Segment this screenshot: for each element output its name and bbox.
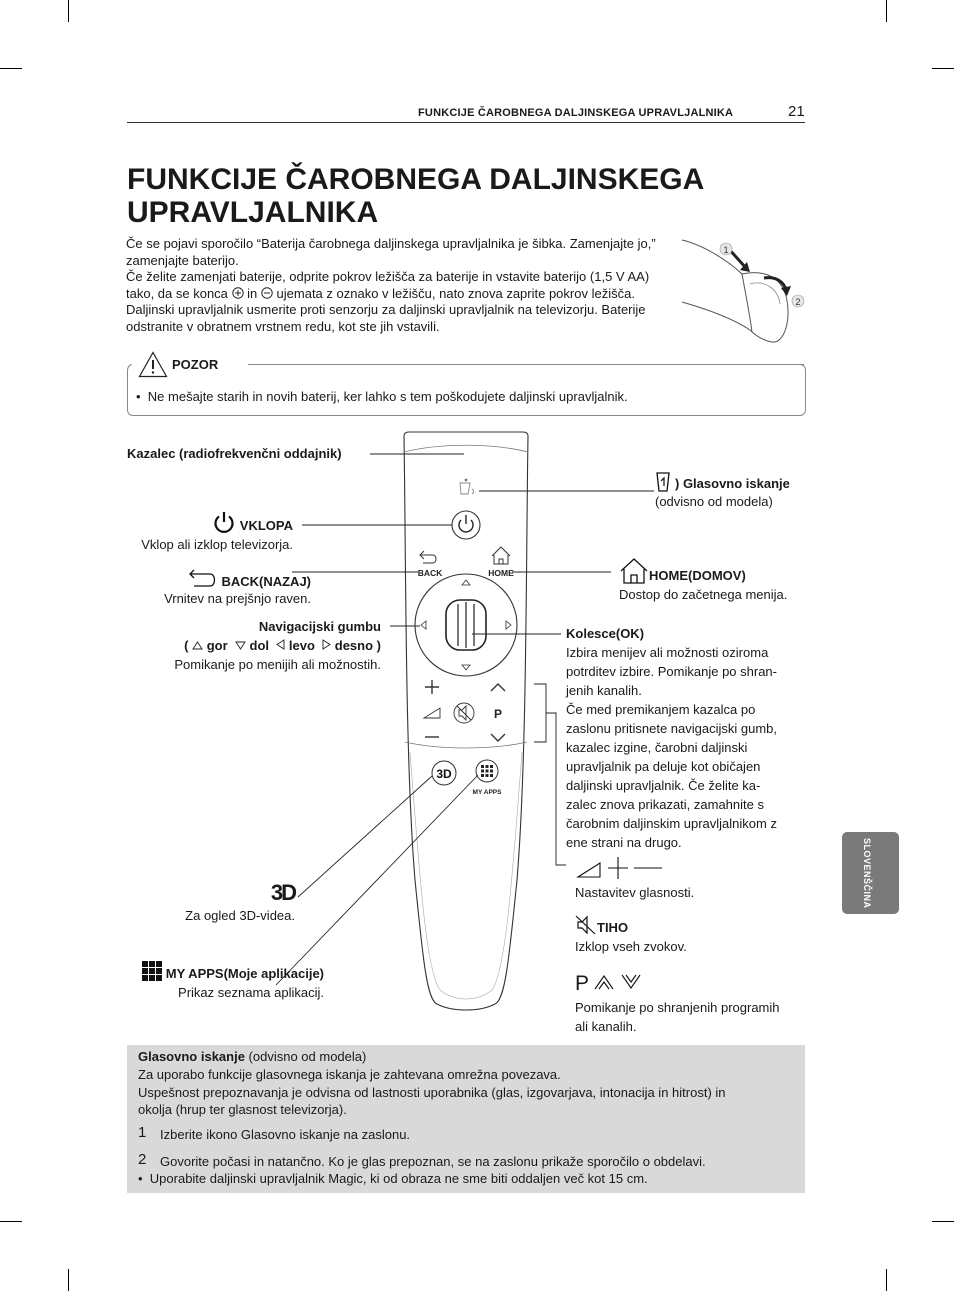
power-icon — [212, 510, 236, 534]
mute-title: TIHO — [597, 920, 629, 935]
voice-box-step1-number: 1 — [138, 1124, 147, 1141]
voice-box-title — [138, 1048, 366, 1066]
page-number: 21 — [788, 103, 805, 120]
intro-p2-a: Če želite zamenjati baterije, odprite pokrov ležišča za baterije in vstavite baterijo (1,5 V AA) tako, da se konca — [126, 269, 650, 301]
program-subtitle-1: Pomikanje po shranjenih programih — [575, 1000, 780, 1015]
voice-box-step1: Izberite ikono Glasovno iskanje na zaslonu. — [160, 1127, 411, 1142]
wheel-line-3: Če med premikanjem kazalca po — [566, 702, 756, 717]
my-apps-label — [100, 961, 324, 1002]
nav-directions — [110, 636, 381, 655]
voice-box-title-rest: (odvisno od modela) — [244, 1049, 367, 1064]
nav-left-icon — [276, 639, 285, 650]
voice-search-label — [655, 470, 815, 511]
voice-search-info-box — [127, 1045, 805, 1193]
nav-title-text: Navigacijski gumbu — [258, 619, 381, 634]
my-apps-title-row — [100, 961, 324, 983]
nav-up-label: gor — [206, 638, 228, 653]
nav-left-label: levo — [288, 638, 315, 653]
volume-wedge-icon — [578, 863, 600, 877]
wheel-line-6: upravljalnik pa deluje kot običajen — [566, 759, 761, 774]
wheel-line-5: kazalec izgine, čarobni daljinski — [566, 740, 748, 755]
wheel-line-9: čarobnim daljinskim upravljalnikom z — [566, 816, 777, 831]
pointer-label — [127, 444, 342, 463]
program-down-icon — [620, 972, 642, 992]
back-button-label[interactable]: BACK — [417, 568, 443, 578]
header-section-title: FUNKCIJE ČAROBNEGA DALJINSKEGA UPRAVLJALNIKA — [418, 107, 734, 119]
nav-label — [110, 617, 381, 674]
my-apps-button-label: MY APPS — [472, 789, 502, 796]
program-icons — [575, 972, 815, 998]
power-title: VKLOPA — [239, 518, 293, 533]
home-icon — [619, 557, 649, 585]
wheel-line-10: ene strani na drugo. — [566, 835, 682, 850]
back-title-row — [110, 567, 311, 591]
battery-step-2: 2 — [795, 297, 801, 307]
caution-text: Ne mešajte starih in novih baterij, ker lahko s tem poškodujete daljinski upravljalnik. — [147, 389, 628, 404]
program-subtitle-2: ali kanalih. — [575, 1019, 637, 1034]
wheel-line-1: potrditev izbire. Pomikanje po shran- — [566, 664, 777, 679]
wheel-line-2: jenih kanalih. — [566, 683, 642, 698]
mute-label — [575, 915, 775, 956]
wheel-line-7: daljinski upravljalnik. Če želite ka- — [566, 778, 761, 793]
nav-title — [110, 617, 381, 636]
volume-subtitle: Nastavitev glasnosti. — [575, 885, 695, 900]
volume-plus-icon — [608, 857, 628, 879]
nav-down-label: dol — [249, 638, 270, 653]
mute-icon — [575, 915, 597, 935]
caution-item: • Ne mešajte starih in novih baterij, ker lahko s tem poškodujete daljinski upravljalnik. — [136, 389, 628, 404]
my-apps-grid-icon — [481, 765, 493, 777]
power-label — [110, 510, 293, 554]
nav-up-icon — [192, 641, 203, 650]
nav-right-label: desno ) — [334, 638, 381, 653]
nav-right-icon — [322, 639, 331, 650]
intro-p2-c: ujemata z oznako v ležišču, nato znova zaprite pokrov ležišča. Daljinski upravljalnik usmerite proti senzorju za daljinski upravljalnik na televizorju. Baterije odstranite v obratnem vrstnem redu, kot ste jih vstavili. — [126, 285, 646, 334]
power-title-row — [110, 510, 293, 535]
wheel-line-4: zaslonu pritisnete navigacijski gumb, — [566, 721, 777, 736]
mute-subtitle: Izklop vseh zvokov. — [575, 939, 687, 954]
my-apps-icon — [142, 961, 162, 981]
voice-box-line2: Uspešnost prepoznavanja je odvisna od lastnosti uporabnika (glas, izgovarjava, intonacija in hitrost) in — [138, 1085, 726, 1100]
battery-step-1: 1 — [723, 245, 729, 255]
voice-box-title-bold: Glasovno iskanje — [138, 1049, 245, 1064]
page-title-line2: UPRAVLJALNIKA — [127, 196, 379, 229]
language-tab — [842, 832, 899, 914]
program-p-icon: P — [575, 972, 590, 995]
voice-search-subtitle: (odvisno od modela) — [655, 494, 773, 509]
voice-box-step2: Govorite počasi in natančno. Ko je glas prepoznan, se na zaslonu prikaže sporočilo o obdelavi. — [160, 1154, 706, 1169]
home-subtitle: Dostop do začetnega menija. — [619, 587, 788, 602]
wheel-line-8: zalec znova prikazati, zamahnite s — [566, 797, 764, 812]
volume-group-bracket — [534, 684, 546, 742]
program-label: P — [493, 707, 503, 721]
my-apps-subtitle: Prikaz seznama aplikacij. — [178, 985, 324, 1000]
3d-label — [110, 880, 295, 925]
3d-button-icon: 3D — [436, 767, 452, 781]
caution-title: POZOR — [172, 357, 219, 372]
nav-subtitle: Pomikanje po menijih ali možnostih. — [174, 657, 381, 672]
leader-volume-group — [546, 713, 566, 865]
mute-title-row — [575, 915, 775, 937]
voice-box-line1: Za uporabo funkcije glasovnega iskanja je zahtevana omrežna povezava. — [138, 1067, 561, 1082]
program-up-icon — [593, 972, 615, 992]
back-title: BACK(NAZAJ) — [221, 574, 311, 589]
back-subtitle: Vrnitev na prejšnjo raven. — [164, 591, 311, 606]
3d-icon: 3D — [270, 880, 295, 905]
home-label — [619, 557, 819, 604]
back-label — [110, 567, 311, 608]
wheel-title — [566, 624, 806, 643]
wheel-label — [566, 624, 806, 852]
my-apps-title: MY APPS(Moje aplikacije) — [165, 966, 324, 981]
pointer-led — [465, 479, 468, 482]
3d-subtitle: Za ogled 3D-videa. — [185, 908, 295, 923]
power-subtitle: Vklop ali izklop televizorja. — [141, 537, 293, 552]
intro-p2-b: in — [247, 285, 258, 301]
home-button-label[interactable]: HOME — [488, 568, 514, 578]
nav-open-paren: ( — [184, 638, 189, 653]
voice-search-title: ) Glasovno iskanje — [675, 476, 790, 491]
intro-paragraph-1: Če se pojavi sporočilo “Baterija čarobnega daljinskega upravljalnika je šibka. Zamenjajte jo,” zamenjajte baterijo. — [126, 236, 656, 268]
home-title: HOME(DOMOV) — [649, 568, 746, 583]
pointer-label-text: Kazalec (radiofrekvenčni oddajnik) — [127, 446, 342, 461]
voice-search-icon — [655, 470, 675, 492]
nav-down-icon — [235, 641, 246, 650]
program-label — [575, 972, 815, 1036]
volume-icons — [576, 853, 666, 881]
voice-box-bullet-row: • Uporabite daljinski upravljalnik Magic, ki od obraza ne sme biti oddaljen več kot 15 cm. — [138, 1171, 648, 1186]
voice-box-bullet: Uporabite daljinski upravljalnik Magic, ki od obraza ne sme biti oddaljen več kot 15 cm. — [149, 1171, 648, 1186]
back-icon — [188, 567, 218, 589]
wheel-title-text: Kolesce(OK) — [566, 626, 645, 641]
wheel-line-0: Izbira menijev ali možnosti oziroma — [566, 645, 769, 660]
language-tab-label: SLOVENŠČINA — [862, 838, 872, 909]
page-title-line1: FUNKCIJE ČAROBNEGA DALJINSKEGA — [127, 163, 705, 196]
voice-box-step2-number: 2 — [138, 1151, 147, 1168]
voice-box-line3: okolja (hrup ter glasnost televizorja). — [138, 1102, 347, 1117]
